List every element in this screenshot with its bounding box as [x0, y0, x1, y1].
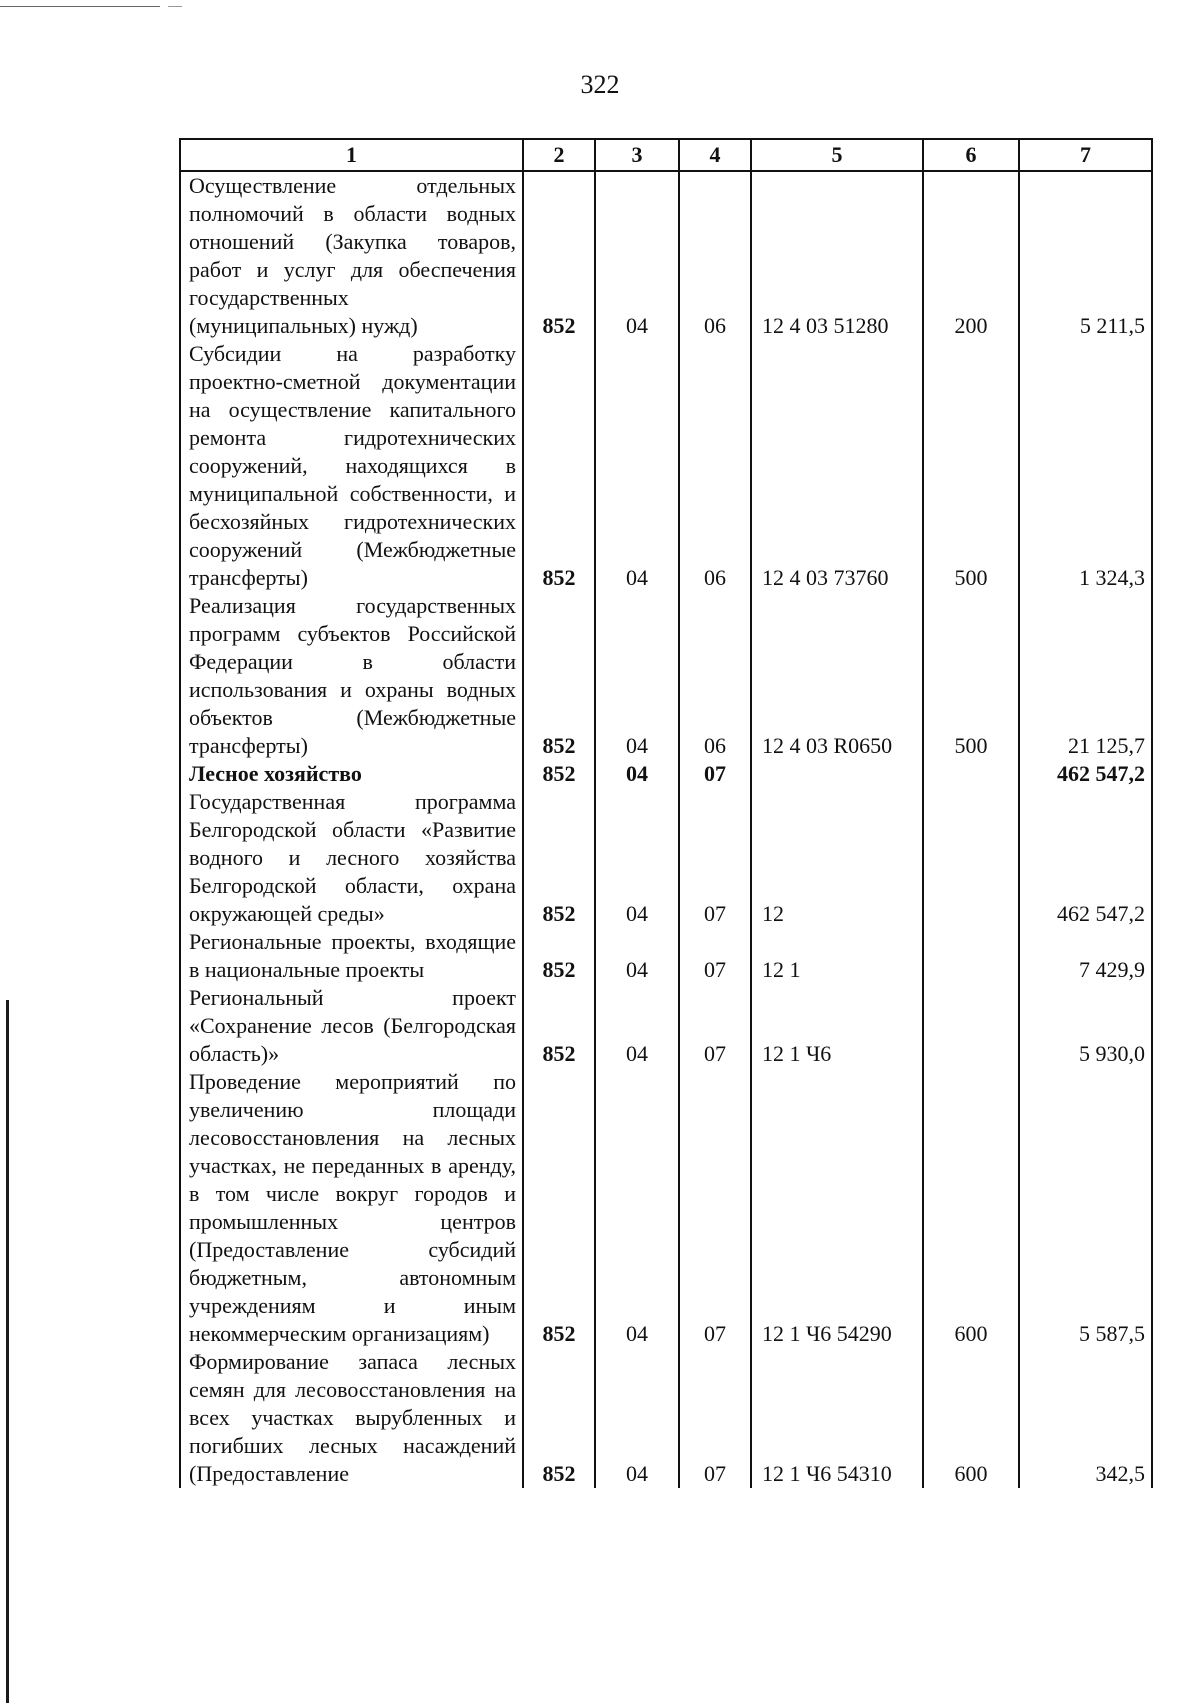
row-expense-type-cell: 200 [923, 171, 1019, 340]
row-amount-cell: 5 587,5 [1019, 1068, 1152, 1348]
row-grbs-cell: 852 [523, 760, 595, 788]
row-grbs-cell: 852 [523, 984, 595, 1068]
table-row [180, 171, 1152, 340]
row-name-cell: Реализация государственных программ субъектов Российской Федерации в области использования и охраны водных объектов (Межбюджетные трансферты) [180, 592, 523, 760]
scan-artifact-line [0, 6, 160, 7]
row-subsection-cell: 07 [679, 928, 751, 984]
row-amount-cell: 21 125,7 [1019, 592, 1152, 760]
table-row [180, 984, 1152, 1068]
table-row [180, 788, 1152, 928]
row-subsection-cell: 06 [679, 340, 751, 592]
column-header: 1 [180, 139, 523, 171]
row-target-code-cell: 12 1 Ч6 54310 [751, 1348, 923, 1488]
row-section-cell: 04 [595, 1068, 679, 1348]
row-name-cell: Проведение мероприятий по увеличению площади лесовосстановления на лесных участках, не переданных в аренду, в том числе вокруг городов и промышленных центров (Предоставление субсидий бюджетным, автономным учреждениям и иным некоммерческим организациям) [180, 1068, 523, 1348]
row-target-code-cell: 12 1 [751, 928, 923, 984]
row-amount-cell: 5 930,0 [1019, 984, 1152, 1068]
row-amount-cell: 5 211,5 [1019, 171, 1152, 340]
row-name-cell: Государственная программа Белгородской области «Развитие водного и лесного хозяйства Белгородской области, охрана окружающей среды» [180, 788, 523, 928]
scan-artifact-line [168, 6, 182, 7]
row-amount-cell: 462 547,2 [1019, 788, 1152, 928]
row-expense-type-cell [923, 788, 1019, 928]
row-subsection-cell: 07 [679, 1068, 751, 1348]
row-name-cell: Осуществление отдельных полномочий в области водных отношений (Закупка товаров, работ и услуг для обеспечения государственных (муниципальных) нужд) [180, 171, 523, 340]
row-grbs-cell: 852 [523, 788, 595, 928]
row-section-cell: 04 [595, 592, 679, 760]
row-target-code-cell: 12 1 Ч6 54290 [751, 1068, 923, 1348]
row-section-cell: 04 [595, 760, 679, 788]
column-header: 2 [523, 139, 595, 171]
row-subsection-cell: 06 [679, 171, 751, 340]
table-row [180, 1348, 1152, 1488]
page-number: 322 [580, 70, 620, 99]
row-expense-type-cell: 500 [923, 592, 1019, 760]
row-target-code-cell: 12 1 Ч6 [751, 984, 923, 1068]
scan-artifact-edge [6, 1000, 9, 1703]
row-subsection-cell: 07 [679, 788, 751, 928]
row-grbs-cell: 852 [523, 340, 595, 592]
row-subsection-cell: 06 [679, 592, 751, 760]
row-expense-type-cell: 600 [923, 1348, 1019, 1488]
row-section-cell: 04 [595, 171, 679, 340]
column-header: 5 [751, 139, 923, 171]
row-amount-cell: 7 429,9 [1019, 928, 1152, 984]
row-grbs-cell: 852 [523, 928, 595, 984]
row-grbs-cell: 852 [523, 1348, 595, 1488]
row-expense-type-cell [923, 984, 1019, 1068]
row-expense-type-cell: 600 [923, 1068, 1019, 1348]
row-grbs-cell: 852 [523, 1068, 595, 1348]
row-amount-cell: 1 324,3 [1019, 340, 1152, 592]
row-target-code-cell: 12 4 03 R0650 [751, 592, 923, 760]
table-body [180, 171, 1152, 1488]
table-row [180, 592, 1152, 760]
row-target-code-cell: 12 4 03 73760 [751, 340, 923, 592]
row-amount-cell: 462 547,2 [1019, 760, 1152, 788]
row-target-code-cell: 12 4 03 51280 [751, 171, 923, 340]
row-amount-cell: 342,5 [1019, 1348, 1152, 1488]
table-header-row [180, 139, 1152, 171]
column-header: 7 [1019, 139, 1152, 171]
table-row [180, 760, 1152, 788]
row-expense-type-cell: 500 [923, 340, 1019, 592]
row-section-cell: 04 [595, 984, 679, 1068]
row-name-cell: Лесное хозяйство [180, 760, 523, 788]
row-subsection-cell: 07 [679, 984, 751, 1068]
row-target-code-cell: 12 [751, 788, 923, 928]
row-expense-type-cell [923, 760, 1019, 788]
column-header: 4 [679, 139, 751, 171]
row-expense-type-cell [923, 928, 1019, 984]
row-section-cell: 04 [595, 928, 679, 984]
budget-table [179, 138, 1153, 1488]
row-section-cell: 04 [595, 1348, 679, 1488]
column-header: 6 [923, 139, 1019, 171]
row-target-code-cell [751, 760, 923, 788]
row-name-cell: Субсидии на разработку проектно-сметной документации на осуществление капитального ремонта гидротехнических сооружений, находящихся в муниципальной собственности, и бесхозяйных гидротехнических сооружений (Межбюджетные трансферты) [180, 340, 523, 592]
row-subsection-cell: 07 [679, 1348, 751, 1488]
row-name-cell: Формирование запаса лесных семян для лесовосстановления на всех участках вырубленных и погибших лесных насаждений (Предоставление [180, 1348, 523, 1488]
table-row [180, 1068, 1152, 1348]
row-section-cell: 04 [595, 788, 679, 928]
row-name-cell: Региональный проект «Сохранение лесов (Белгородская область)» [180, 984, 523, 1068]
row-subsection-cell: 07 [679, 760, 751, 788]
column-header: 3 [595, 139, 679, 171]
table-row [180, 928, 1152, 984]
row-grbs-cell: 852 [523, 171, 595, 340]
row-grbs-cell: 852 [523, 592, 595, 760]
table-row [180, 340, 1152, 592]
row-name-cell: Региональные проекты, входящие в национальные проекты [180, 928, 523, 984]
row-section-cell: 04 [595, 340, 679, 592]
